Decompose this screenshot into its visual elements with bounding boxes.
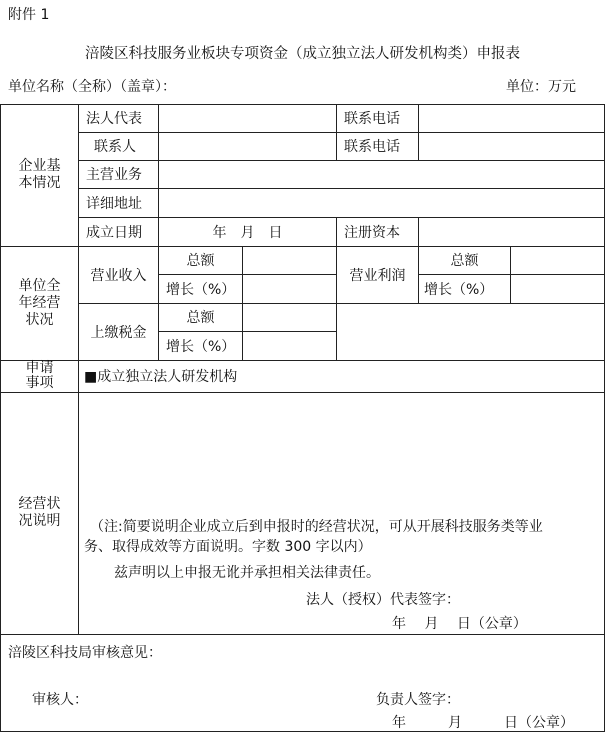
declaration-text: 兹声明以上申报无讹并承担相关法律责任。 [114, 565, 380, 581]
review-title: 涪陵区科技局审核意见： [8, 645, 162, 661]
revenue-total-label: 总额 [186, 253, 215, 269]
revenue-label: 营业收入 [90, 267, 147, 284]
profit-label: 营业利润 [349, 267, 406, 284]
contact-phone-field-1[interactable] [419, 105, 603, 132]
section-operations [1, 246, 78, 360]
legal-rep-label: 法人代表 [86, 111, 142, 127]
section-basic-info [1, 104, 78, 246]
main-business-label: 主营业务 [86, 167, 142, 183]
section-business-description-line-1: 经营状 [18, 496, 61, 512]
legal-rep-field[interactable] [159, 105, 335, 132]
profit-total-label: 总额 [450, 253, 479, 269]
review-date-stamp: 年 月 日（公章） [392, 715, 574, 731]
established-date-field[interactable]: 年 月 日 [212, 224, 283, 241]
section-operations-line-3: 状况 [25, 311, 54, 328]
section-business-description [1, 392, 78, 634]
contact-person-field[interactable] [159, 133, 335, 160]
established-date-label: 成立日期 [86, 224, 142, 241]
section-business-description-line-2: 况说明 [18, 513, 61, 529]
business-description-field[interactable] [79, 393, 604, 508]
contact-person-label: 联系人 [94, 139, 136, 155]
section-operations-line-1: 单位全 [18, 277, 61, 294]
business-note-line-1: （注:简要说明企业成立后到申报时的经营状况，可从开展科技服务类等业 [90, 519, 543, 535]
business-note-line-2: 务、取得成效等方面说明。字数 300 字以内） [84, 539, 372, 555]
reviewer-label: 审核人： [32, 692, 88, 708]
revenue-growth-field[interactable] [243, 275, 335, 303]
page-title: 涪陵区科技服务业板块专项资金（成立独立法人研发机构类）申报表 [85, 46, 520, 62]
revenue-growth-label: 增长（%） [166, 281, 236, 298]
leader-signature-label: 负责人签字： [376, 692, 460, 708]
tax-total-field[interactable] [243, 304, 335, 331]
application-item-checkbox[interactable]: ■成立独立法人研发机构 [84, 369, 238, 385]
tax-total-label: 总额 [186, 310, 215, 326]
address-field[interactable] [159, 189, 603, 217]
registered-capital-label: 注册资本 [344, 224, 400, 241]
profit-growth-label: 增长（%） [424, 281, 494, 298]
registered-capital-field[interactable] [419, 218, 603, 246]
address-label: 详细地址 [86, 195, 142, 212]
tax-growth-field[interactable] [243, 332, 335, 360]
contact-phone-label-2: 联系电话 [344, 139, 400, 155]
attachment-label: 附件 1 [8, 7, 50, 23]
tax-label: 上缴税金 [90, 324, 147, 341]
currency-unit-label: 单位：万元 [506, 79, 576, 95]
section-application-line-2: 事项 [25, 375, 54, 391]
section-basic-info-line-2: 本情况 [18, 175, 61, 191]
unit-name-label: 单位名称（全称）（盖章）： [8, 79, 176, 95]
section-application-line-1: 申请 [25, 360, 54, 376]
business-date-stamp: 年 月 日（公章） [392, 616, 527, 632]
profit-growth-field[interactable] [511, 275, 603, 303]
main-business-field[interactable] [159, 161, 603, 188]
section-operations-line-2: 年经营 [18, 294, 61, 311]
legal-rep-signature-label: 法人（授权）代表签字： [306, 592, 460, 608]
tax-growth-label: 增长（%） [166, 338, 236, 355]
contact-phone-field-2[interactable] [419, 133, 603, 160]
section-application [1, 360, 78, 392]
contact-phone-label-1: 联系电话 [344, 111, 400, 127]
profit-total-field[interactable] [511, 247, 603, 274]
revenue-total-field[interactable] [243, 247, 335, 274]
section-basic-info-line-1: 企业基 [18, 158, 61, 174]
